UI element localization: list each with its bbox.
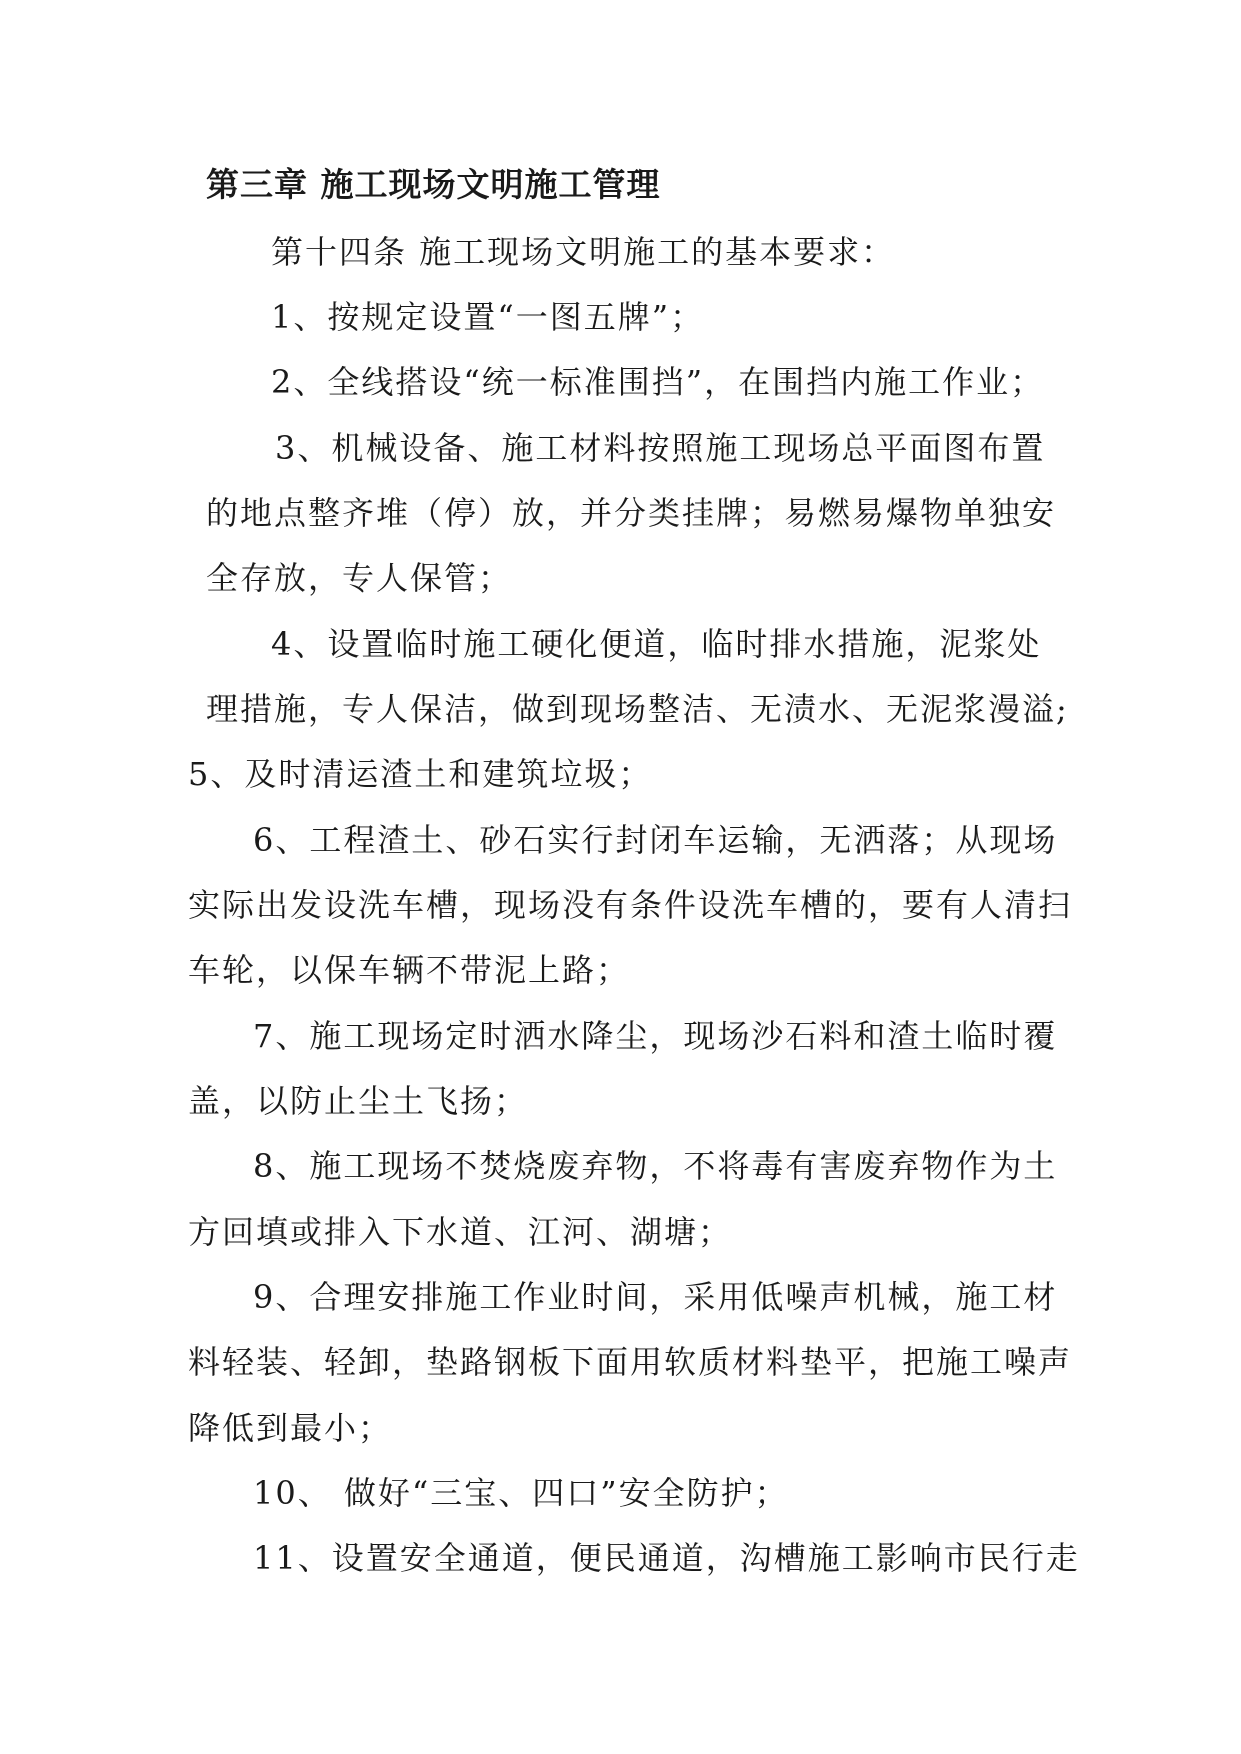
article-heading: 第十四条 施工现场文明施工的基本要求：	[271, 233, 896, 271]
chapter-title: 第三章 施工现场文明施工管理	[206, 165, 661, 204]
text-line: 6、工程渣土、砂石实行封闭车运输，无洒落；从现场	[253, 821, 1058, 859]
text-line: 方回填或排入下水道、江河、湖塘；	[188, 1213, 733, 1251]
text-line: 2、全线搭设“统一标准围挡”，在围挡内施工作业；	[271, 363, 1045, 401]
text-line: 1、按规定设置“一图五牌”；	[271, 298, 705, 336]
text-line: 降低到最小；	[188, 1409, 393, 1447]
text-line: 4、设置临时施工硬化便道，临时排水措施，泥浆处	[271, 625, 1042, 663]
text-line: 3、机械设备、施工材料按照施工现场总平面图布置	[275, 429, 1046, 467]
text-line: 料轻装、轻卸，垫路钢板下面用软质材料垫平，把施工噪声	[188, 1343, 1073, 1381]
text-line: 11、设置安全通道，便民通道，沟槽施工影响市民行走	[253, 1539, 1080, 1577]
text-line: 10、 做好“三宝、四口”安全防护；	[253, 1474, 789, 1512]
text-line: 8、施工现场不焚烧废弃物，不将毒有害废弃物作为土	[253, 1147, 1058, 1185]
text-line: 5、及时清运渣土和建筑垃圾；	[188, 755, 653, 793]
text-line: 盖，以防止尘土飞扬；	[188, 1082, 529, 1120]
text-line: 的地点整齐堆（停）放，并分类挂牌；易燃易爆物单独安	[206, 494, 1057, 532]
text-line: 7、施工现场定时洒水降尘，现场沙石料和渣土临时覆	[253, 1017, 1058, 1055]
text-line: 9、合理安排施工作业时间，采用低噪声机械，施工材	[253, 1278, 1058, 1316]
text-line: 车轮，以保车辆不带泥上路；	[188, 951, 631, 989]
text-line: 全存放，专人保管；	[206, 559, 513, 597]
text-line: 实际出发设洗车槽，现场没有条件设洗车槽的，要有人清扫	[188, 886, 1073, 924]
text-line: 理措施，专人保洁，做到现场整洁、无渍水、无泥浆漫溢;	[206, 690, 1069, 728]
